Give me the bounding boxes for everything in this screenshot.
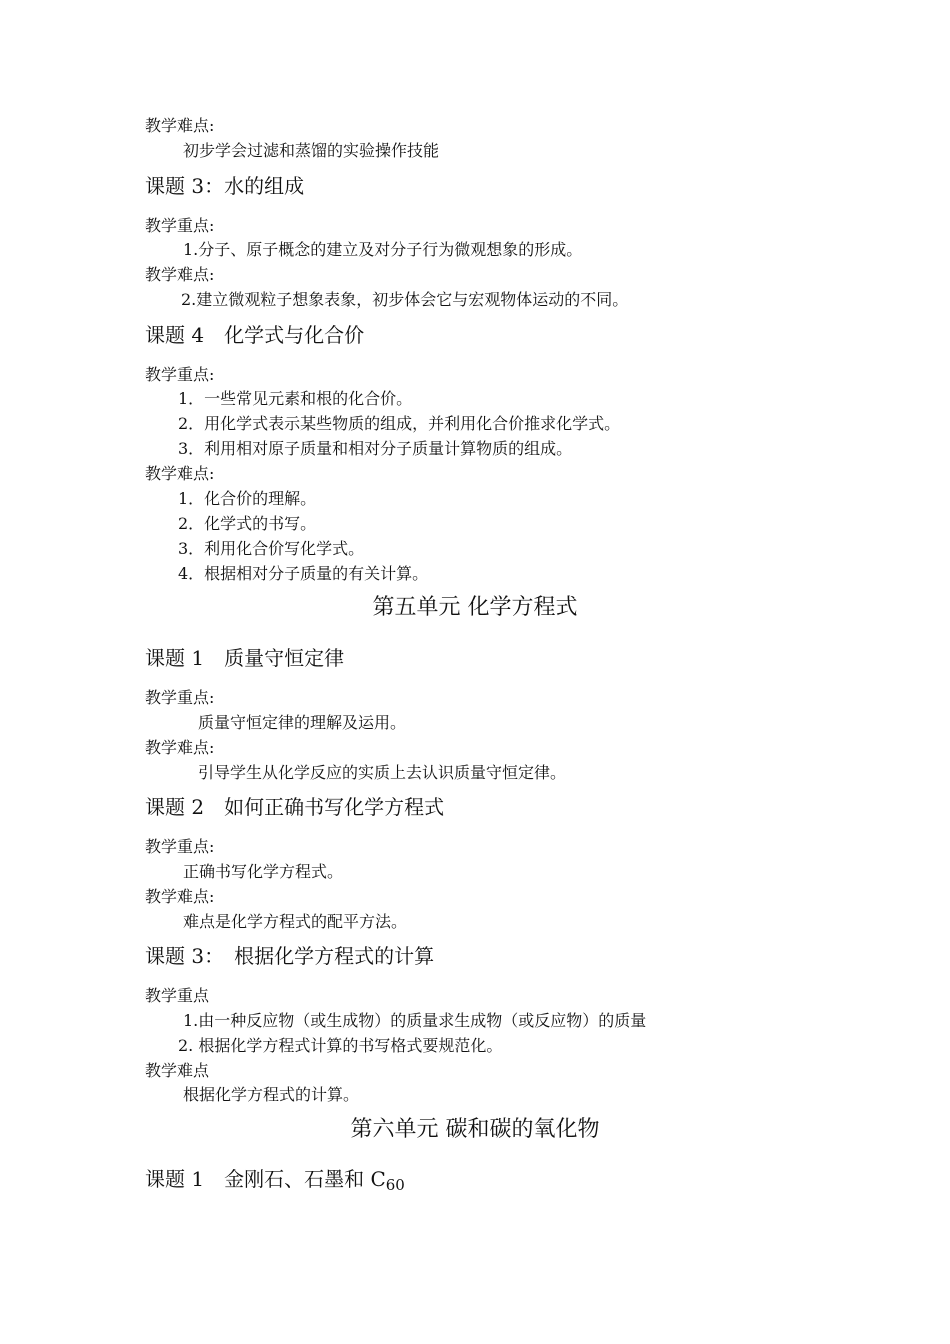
key-point-item: 3．利用相对原子质量和相对分子质量计算物质的组成。	[178, 439, 573, 458]
difficulty-item: 根据化学方程式的计算。	[183, 1085, 360, 1104]
difficulty-label: 教学难点	[145, 1061, 210, 1080]
difficulty-label: 教学难点:	[145, 464, 215, 483]
key-point-item: 1．一些常见元素和根的化合价。	[178, 389, 413, 408]
key-points-label: 教学重点:	[145, 837, 215, 856]
difficulty-item: 4．根据相对分子质量的有关计算。	[178, 564, 429, 583]
difficulty-item: 2．化学式的书写。	[178, 514, 317, 533]
key-points-label: 教学重点:	[145, 688, 215, 707]
lesson-heading: 课题 3：水的组成	[145, 174, 305, 198]
key-point-item: 1.由一种反应物（或生成物）的质量求生成物（或反应物）的质量	[183, 1011, 647, 1030]
difficulty-label: 教学难点:	[145, 116, 215, 135]
lesson-heading: 课题 1 质量守恒定律	[145, 646, 345, 670]
lesson-heading: 课题 2 如何正确书写化学方程式	[145, 795, 445, 819]
lesson-heading-text: 课题 1 金刚石、石墨和 C	[145, 1167, 386, 1191]
difficulty-item: 3．利用化合价写化学式。	[178, 539, 365, 558]
key-point-item: 2. 根据化学方程式计算的书写格式要规范化。	[178, 1036, 503, 1055]
key-points-label: 教学重点:	[145, 365, 215, 384]
key-points-label: 教学重点:	[145, 216, 215, 235]
difficulty-item: 难点是化学方程式的配平方法。	[183, 912, 408, 931]
key-point-item: 正确书写化学方程式。	[183, 862, 344, 881]
key-points-label: 教学重点	[145, 986, 210, 1005]
unit-title: 第六单元 碳和碳的氧化物	[350, 1117, 600, 1142]
difficulty-label: 教学难点:	[145, 887, 215, 906]
difficulty-item: 2.建立微观粒子想象表象，初步体会它与宏观物体运动的不同。	[181, 290, 629, 309]
lesson-heading	[145, 1169, 405, 1193]
key-point-item: 2．用化学式表示某些物质的组成，并利用化合价推求化学式。	[178, 414, 621, 433]
difficulty-item: 1．化合价的理解。	[178, 489, 317, 508]
unit-title: 第五单元 化学方程式	[372, 595, 578, 620]
difficulty-item: 初步学会过滤和蒸馏的实验操作技能	[183, 141, 440, 160]
difficulty-label: 教学难点:	[145, 738, 215, 757]
difficulty-label: 教学难点:	[145, 265, 215, 284]
lesson-heading: 课题 3： 根据化学方程式的计算	[145, 944, 435, 968]
subscript-60: 60	[385, 1176, 405, 1194]
lesson-heading: 课题 4 化学式与化合价	[145, 323, 365, 347]
difficulty-item: 引导学生从化学反应的实质上去认识质量守恒定律。	[198, 763, 567, 782]
key-point-item: 1.分子、原子概念的建立及对分子行为微观想象的形成。	[183, 240, 583, 259]
key-point-item: 质量守恒定律的理解及运用。	[198, 713, 407, 732]
